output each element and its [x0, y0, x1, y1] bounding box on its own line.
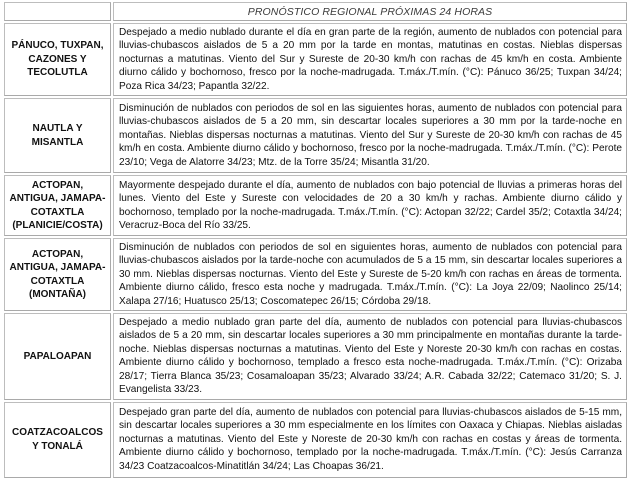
table-row: [4, 23, 627, 96]
region-forecast: Mayormente despejado durante el día, aumento de nublados con bajo potencial de lluvias a primeras horas del lunes. Viento del Este y Sureste con velocidades de 20 a 30 km/h y rachas. Ambiente diurno cálido y bochornoso, templado por la noche-madrugada. T.máx./T.mín. (°C): Actopan 32/22; Cardel 35/2; Cotaxtla 34/24; Veracruz-Boca del Río 33/25.: [113, 175, 627, 236]
region-forecast: Despejado a medio nublado durante el día en gran parte de la región, aumento de nublados con potencial para lluvias-chubascos aislados de 5 a 20 mm por la tarde en montas, matutinas en costas. Nieblas dispersas nocturnas a matutinas. Viento del Sur y Sureste de 20-30 km/h con rachas de 45 km/h en costa. Ambiente diurno cálido y bochornoso, fresco por la noche-madrugada. T.máx./T.mín. (°C): Pánuco 36/25; Tuxpan 34/24; Poza Rica 34/23; Papantla 32/22.: [113, 23, 627, 96]
region-forecast: Despejado a medio nublado gran parte del día, aumento de nublados con potencial para lluvias-chubascos aislados de 5 a 20 mm, sin descartar locales superiores a 30 mm principalmente en montañas durante la tarde-noche. Nieblas dispersas nocturnas a matutinas. Viento del Este y Noreste 20-30 km/h con rachas en costas. Ambiente diurno cálido y bochornoso, templado a fresco esta noche-madrugada. T.máx./T.mín. (°C): Orizaba 28/17; Tierra Blanca 35/23; Cosamaloapan 35/23; Alvarado 33/24; A.R. Cabada 32/22; Catemaco 31/20; S. J. Evangelista 33/23.: [113, 313, 627, 399]
region-forecast: Despejado gran parte del día, aumento de nublados con potencial para lluvias-chubascos aislados de 5-15 mm, sin descartar locales superiores a 30 mm especialmente en los límites con Oaxaca y Chiapas. Nieblas aisladas nocturnas a matutinas. Viento del Este y Noreste de 20-30 km/h con rachas en costas y áreas de tormenta. Ambiente diurno cálido y bochornoso, templado por la noche-madrugada. T.máx./T.mín. (°C): Jesús Carranza 34/23 Coatzacoalcos-Minatitlán 34/24; Las Choapas 36/21.: [113, 402, 627, 478]
header-corner-cell: [4, 2, 111, 21]
table-title: PRONÓSTICO REGIONAL PRÓXIMAS 24 HORAS: [113, 2, 627, 21]
region-forecast: Disminución de nublados con periodos de sol en las siguientes horas, aumento de nublados con potencial para lluvias-chubascos aislados de 5 a 20 mm, sin descartar locales superiores a 30 mm por la tarde-noche en montañas. Nieblas dispersas nocturnas a matutinas. Viento del Sur y Sureste de 20-30 km/h con rachas de 45 km/h en costa. Ambiente diurno cálido y bochornoso, fresco por la noche-madrugada. T.máx./T.mín. (°C): Perote 23/10; Vega de Alatorre 34/23; Mtz. de la Torre 35/24; Misantla 31/20.: [113, 98, 627, 173]
region-name: NAUTLA Y MISANTLA: [4, 98, 111, 173]
region-name: PAPALOAPAN: [4, 313, 111, 399]
region-name: ACTOPAN, ANTIGUA, JAMAPA-COTAXTLA (MONTAÑA): [4, 238, 111, 311]
table-header-row: [4, 2, 627, 21]
region-name: COATZACOALCOS Y TONALÁ: [4, 402, 111, 478]
table-row: [4, 238, 627, 311]
table-row: [4, 313, 627, 399]
region-name: ACTOPAN, ANTIGUA, JAMAPA-COTAXTLA (PLANICIE/COSTA): [4, 175, 111, 236]
table-row: [4, 402, 627, 478]
table-row: [4, 98, 627, 173]
region-name: PÁNUCO, TUXPAN, CAZONES Y TECOLUTLA: [4, 23, 111, 96]
region-forecast: Disminución de nublados con periodos de sol en siguientes horas, aumento de nublados con potencial para lluvias-chubascos aislados por la tarde-noche con acumulados de 5 a 15 mm, sin descartar locales superiores a 30 mm. Nieblas dispersas nocturnas. Viento del Este y Sureste de 5-20 km/h con rachas en áreas de tormenta. Ambiente diurno cálido, fresco esta noche y madrugada. T.máx./T.mín. (°C): La Joya 22/09; Naolinco 25/14; Xalapa 27/16; Huatusco 25/13; Coscomatepec 26/15; Córdoba 29/18.: [113, 238, 627, 311]
table-row: [4, 175, 627, 236]
regional-forecast-table: [2, 0, 629, 480]
